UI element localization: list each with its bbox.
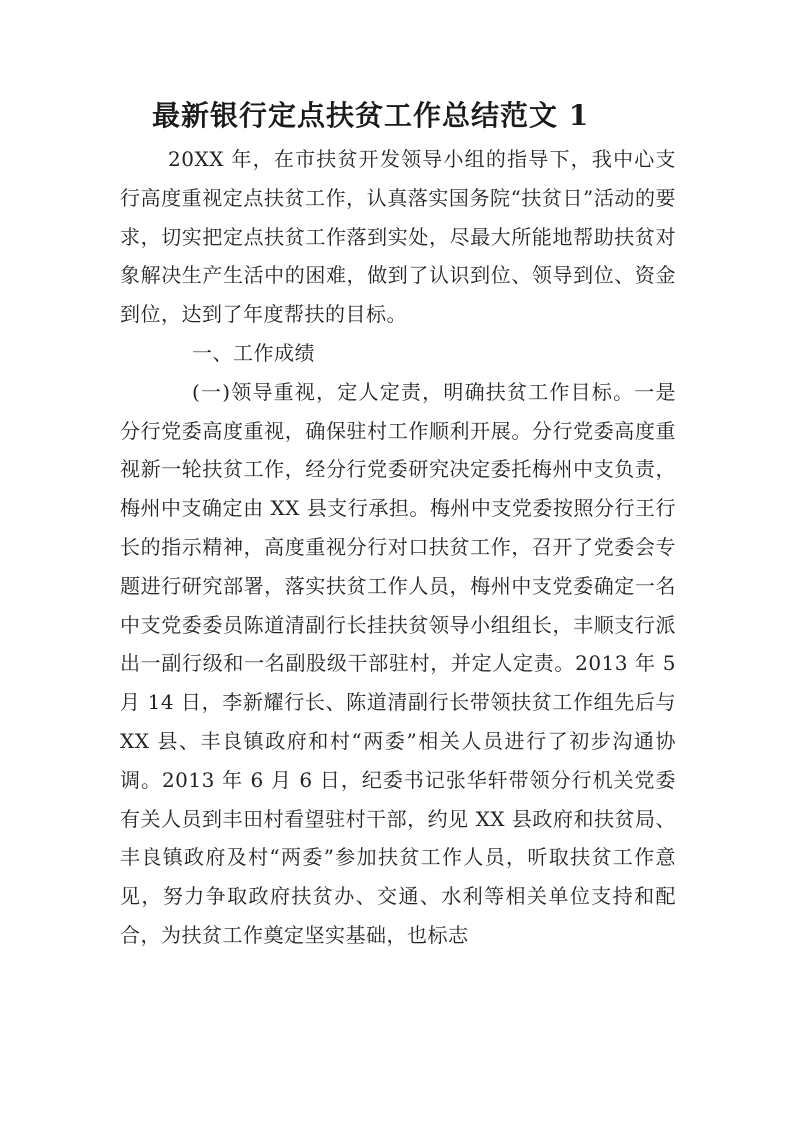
document-page — [120, 92, 676, 955]
intro-paragraph: 20XX 年，在市扶贫开发领导小组的指导下，我中心支行高度重视定点扶贫工作，认真落实国务院“扶贫日”活动的要求，切实把定点扶贫工作落到实处，尽最大所能地帮助扶贫对象解决生产生活中的困难，做到了认识到位、领导到位、资金到位，达到了年度帮扶的目标。 — [120, 147, 676, 327]
section-heading: 一、工作成绩 — [192, 340, 315, 365]
document-title: 最新银行定点扶贫工作总结范文 1 — [152, 99, 590, 132]
section-body-paragraph: (一)领导重视，定人定责，明确扶贫工作目标。一是分行党委高度重视，确保驻村工作顺利开展。分行党委高度重视新一轮扶贫工作，经分行党委研究决定委托梅州中支负责，梅州中支确定由 XX 县支行承担。梅州中支党委按照分行王行长的指示精神，高度重视分行对口扶贫工作，召开了党委会专题进行研究部署，落实扶贫工作人员，梅州中支党委确定一名中支党委委员陈道清副行长挂扶贫领导小组组长，丰顺支行派出一副行级和一名副股级干部驻村，并定人定责。2013 年 5 月 14 日，李新耀行长、陈道清副行长带领扶贫工作组先后与 XX 县、丰良镇政府和村“两委”相关人员进行了初步沟通协调。2013 年 6 月 6 日，纪委书记张华轩带领分行机关党委有关人员到丰田村看望驻村干部，约见 XX 县政府和扶贫局、丰良镇政府及村“两委”参加扶贫工作人员，听取扶贫工作意见，努力争取政府扶贫办、交通、水利等相关单位支持和配合，为扶贫工作奠定坚实基础，也标志 — [120, 379, 676, 947]
